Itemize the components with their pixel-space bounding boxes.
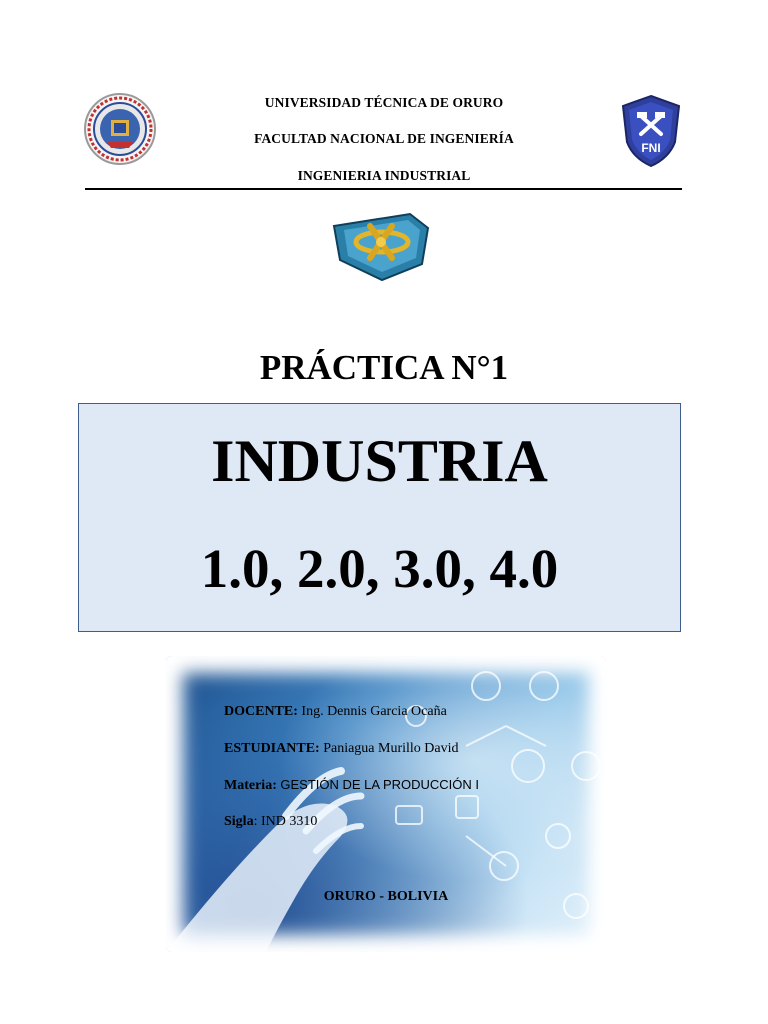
teacher-row — [224, 704, 447, 720]
student-label: ESTUDIANTE: — [224, 741, 320, 756]
industrial-engineering-emblem-icon — [330, 208, 432, 282]
subject-label: Materia: — [224, 778, 277, 793]
student-value: Paniagua Murillo David — [323, 741, 459, 756]
title-box — [78, 403, 681, 632]
code-value: : IND 3310 — [253, 814, 318, 829]
career-name: INGENIERIA INDUSTRIAL — [297, 168, 471, 183]
header-divider — [85, 188, 682, 190]
location: ORURO - BOLIVIA — [323, 889, 449, 904]
info-panel — [166, 656, 606, 952]
subject-value: GESTIÓN DE LA PRODUCCIÓN I — [280, 777, 480, 792]
student-row — [224, 741, 459, 757]
code-label: Sigla — [224, 814, 254, 829]
subject-row — [224, 777, 479, 794]
faculty-name: FACULTAD NACIONAL DE INGENIERÍA — [254, 131, 514, 146]
teacher-label: DOCENTE: — [224, 704, 298, 719]
fni-logo-text: FNI — [641, 141, 661, 155]
practice-number: PRÁCTICA N°1 — [259, 348, 509, 387]
technology-background-image — [166, 656, 606, 952]
code-row — [224, 814, 317, 830]
title-line-1: INDUSTRIA — [211, 428, 548, 494]
teacher-value: Ing. Dennis Garcia Ocaña — [301, 704, 447, 719]
university-name: UNIVERSIDAD TÉCNICA DE ORURO — [264, 95, 504, 110]
title-line-2: 1.0, 2.0, 3.0, 4.0 — [200, 538, 559, 599]
fni-shield-icon — [619, 94, 683, 168]
